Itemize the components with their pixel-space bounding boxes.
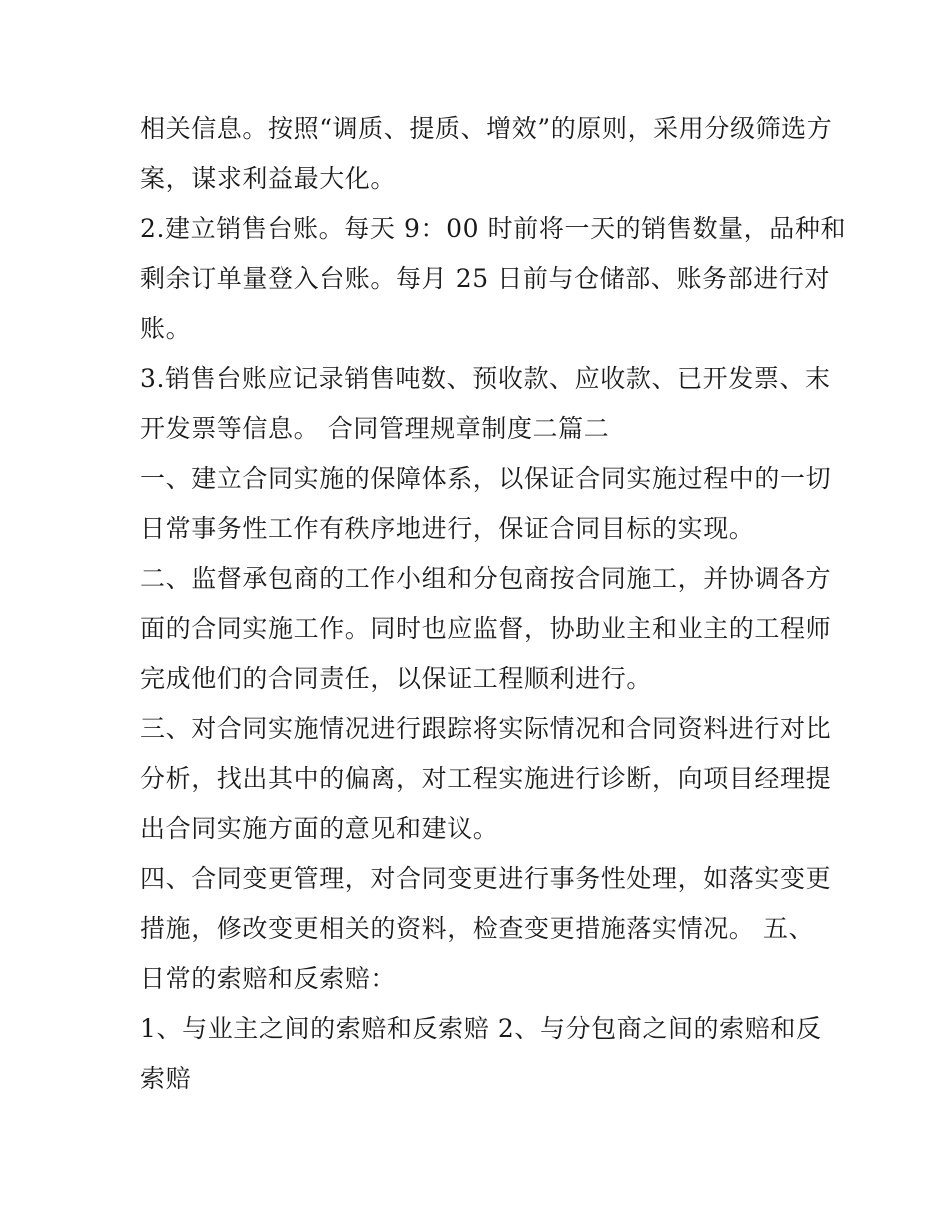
text-line: 日常的索赔和反索赔： (140, 964, 397, 993)
text-line: 2.建立销售台账。每天 9：00 时前将一天的销售数量，品种和 (140, 214, 847, 243)
text-line: 账。 (140, 314, 192, 343)
text-line: 四、合同变更管理，对合同变更进行事务性处理，如落实变更 (140, 864, 832, 893)
text-line: 二、监督承包商的工作小组和分包商按合同施工，并协调各方 (140, 564, 832, 593)
text-line: 措施，修改变更相关的资料，检查变更措施落实情况。 五、 (140, 914, 815, 943)
text-line: 三、对合同实施情况进行跟踪将实际情况和合同资料进行对比 (140, 714, 832, 743)
text-line: 一、建立合同实施的保障体系，以保证合同实施过程中的一切 (140, 464, 832, 493)
text-line: 出合同实施方面的意见和建议。 (140, 814, 499, 843)
text-line: 剩余订单量登入台账。每月 25 日前与仓储部、账务部进行对 (140, 264, 831, 293)
text-line: 1、与业主之间的索赔和反索赔 2、与分包商之间的索赔和反 (140, 1014, 822, 1043)
text-line: 开发票等信息。 合同管理规章制度二篇二 (140, 414, 610, 443)
text-line: 相关信息。按照“调质、提质、增效”的原则，采用分级筛选方 (140, 114, 833, 143)
text-line: 完成他们的合同责任，以保证工程顺利进行。 (140, 664, 653, 693)
text-line: 3.销售台账应记录销售吨数、预收款、应收款、已开发票、末 (140, 364, 831, 393)
text-line: 分析，找出其中的偏离，对工程实施进行诊断，向项目经理提 (140, 764, 832, 793)
text-line: 案，谋求利益最大化。 (140, 164, 397, 193)
text-line: 面的合同实施工作。同时也应监督，协助业主和业主的工程师 (140, 614, 832, 643)
text-line: 索赔 (140, 1064, 192, 1093)
text-line: 日常事务性工作有秩序地进行，保证合同目标的实现。 (140, 514, 755, 543)
